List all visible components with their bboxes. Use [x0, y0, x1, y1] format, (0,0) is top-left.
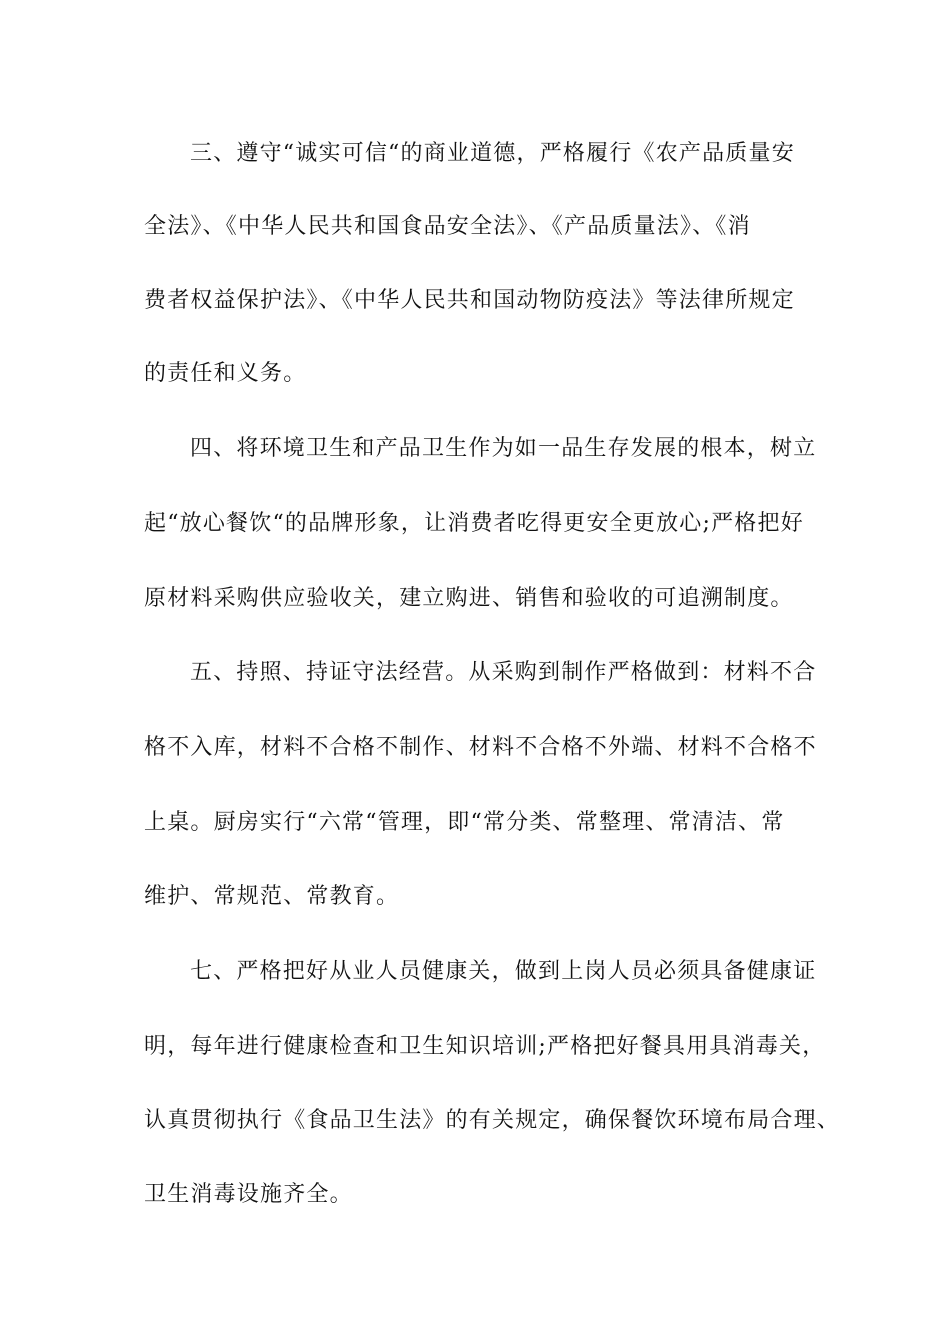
paragraph-1-line-4: 的责任和义务。	[144, 361, 307, 386]
paragraph-3-line-1: 五、持照、持证守法经营。从采购到制作严格做到：材料不合	[190, 660, 817, 685]
paragraph-3-line-3: 上桌。厨房实行“六常“管理，即“常分类、常整理、常清洁、常	[144, 810, 785, 835]
paragraph-1-line-3: 费者权益保护法》、《中华人民共和国动物防疫法》等法律所规定	[144, 288, 795, 313]
paragraph-1-line-2: 全法》、《中华人民共和国食品安全法》、《产品质量法》、《消	[144, 214, 751, 239]
paragraph-3-line-4: 维护、常规范、常教育。	[144, 884, 400, 909]
paragraph-4-line-1: 七、严格把好从业人员健康关，做到上岗人员必须具备健康证	[190, 959, 817, 984]
paragraph-1-line-1: 三、遵守“诚实可信“的商业道德，严格履行《农产品质量安	[190, 141, 795, 166]
paragraph-4-line-2: 明，每年进行健康检查和卫生知识培训;严格把好餐具用具消毒关，	[144, 1034, 826, 1059]
paragraph-2-line-1: 四、将环境卫生和产品卫生作为如一品生存发展的根本，树立	[190, 436, 817, 461]
paragraph-3-line-2: 格不入库，材料不合格不制作、材料不合格不外端、材料不合格不	[144, 735, 817, 760]
paragraph-2-line-2: 起“放心餐饮“的品牌形象，让消费者吃得更安全更放心;严格把好	[144, 511, 804, 536]
paragraph-2-line-3: 原材料采购供应验收关，建立购进、销售和验收的可追溯制度。	[144, 586, 794, 611]
paragraph-4-line-3: 认真贯彻执行《食品卫生法》的有关规定，确保餐饮环境布局合理、	[144, 1108, 841, 1133]
paragraph-4-line-4: 卫生消毒设施齐全。	[144, 1182, 353, 1207]
